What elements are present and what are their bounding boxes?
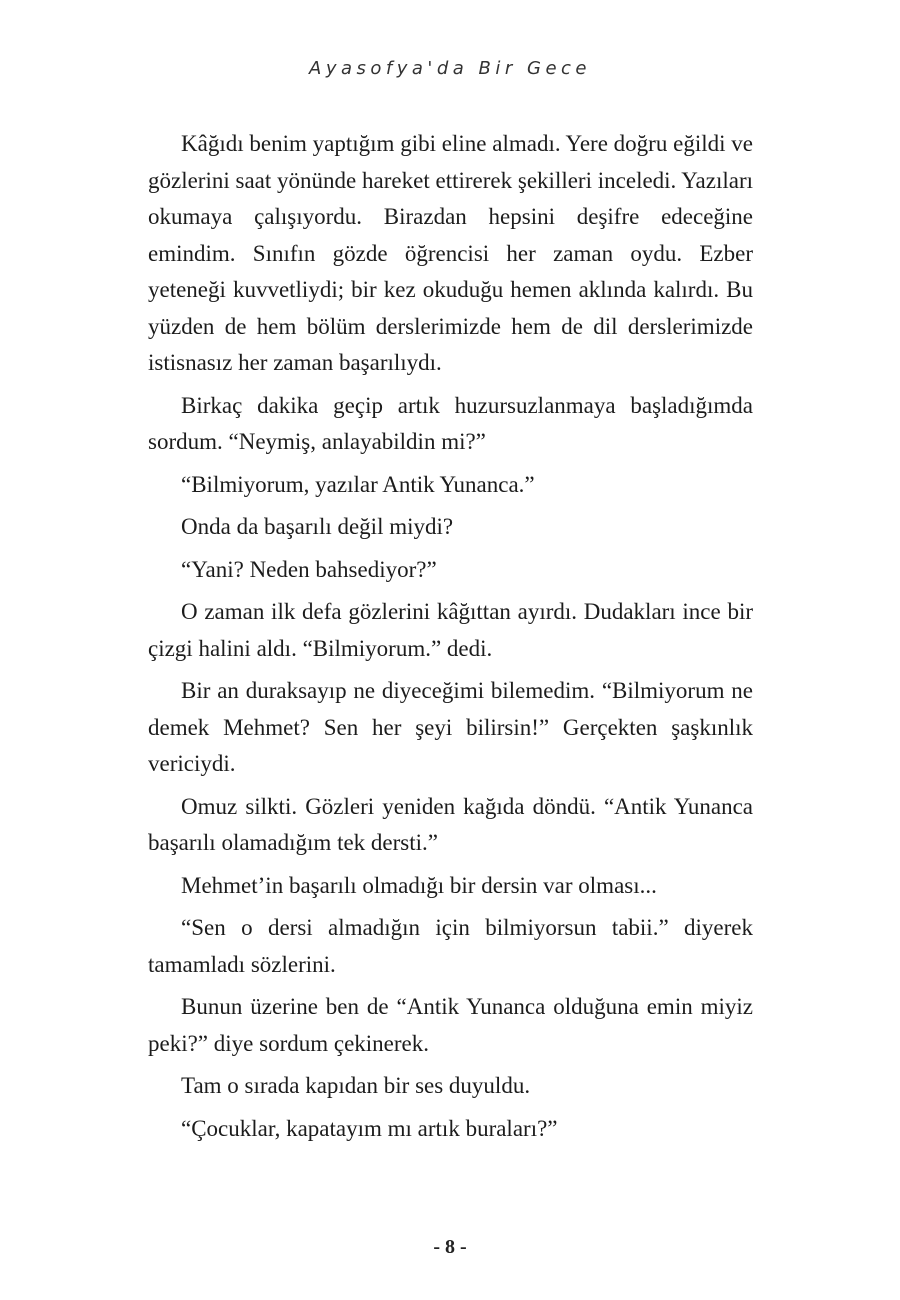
paragraph: “Yani? Neden bahsediyor?” [181,556,437,582]
paragraph: O zaman ilk defa gözlerini kâğıttan ayırdı. Dudakları ince bir çizgi halini aldı. “Bilmiyorum.” dedi. [148,599,753,661]
paragraph: Onda da başarılı değil miydi? [181,514,454,539]
paragraph: Tam o sırada kapıdan bir ses duyuldu. [181,1073,531,1098]
paragraph: Birkaç dakika geçip artık huzursuzlanmaya başladığımda sordum. “Neymiş, anlayabildin mi?” [148,392,753,454]
paragraph: “Sen o dersi almadığın için bilmiyorsun tabii.” diyerek tamamladı sözlerini. [148,915,753,977]
body-text [148,126,753,1153]
paragraph: Omuz silkti. Gözleri yeniden kağıda döndü. “Antik Yunanca başarılı olamadığım tek dersti.” [148,793,753,855]
paragraph: “Bilmiyorum, yazılar Antik Yunanca.” [181,471,535,497]
paragraph: Kâğıdı benim yaptığım gibi eline almadı. Yere doğru eğildi ve gözlerini saat yönünde hareket ettirerek şekilleri inceledi. Yazıları okumaya çalışıyordu. Birazdan hepsini deşifre edeceğine emindim. Sınıfın gözde öğrencisi her zaman oydu. Ezber yeteneği kuvvetliydi; bir kez okuduğu hemen aklında kalırdı. Bu yüzden de hem bölüm derslerimizde hem de dil derslerimizde istisnasız her zaman başarılıydı. [148,131,753,375]
paragraph: Bir an duraksayıp ne diyeceğimi bilemedim. “Bilmiyorum ne demek Mehmet? Sen her şeyi bilirsin!” Gerçekten şaşkınlık vericiydi. [148,678,753,776]
running-header: Ayasofya'da Bir Gece [309,58,591,79]
paragraph: “Çocuklar, kapatayım mı artık buraları?” [181,1115,558,1141]
page-number: - 8 - [433,1236,467,1258]
paragraph: Bunun üzerine ben de “Antik Yunanca olduğuna emin miyiz peki?” diye sordum çekinerek. [148,994,753,1056]
paragraph: Mehmet’in başarılı olmadığı bir dersin var olması... [181,872,657,898]
